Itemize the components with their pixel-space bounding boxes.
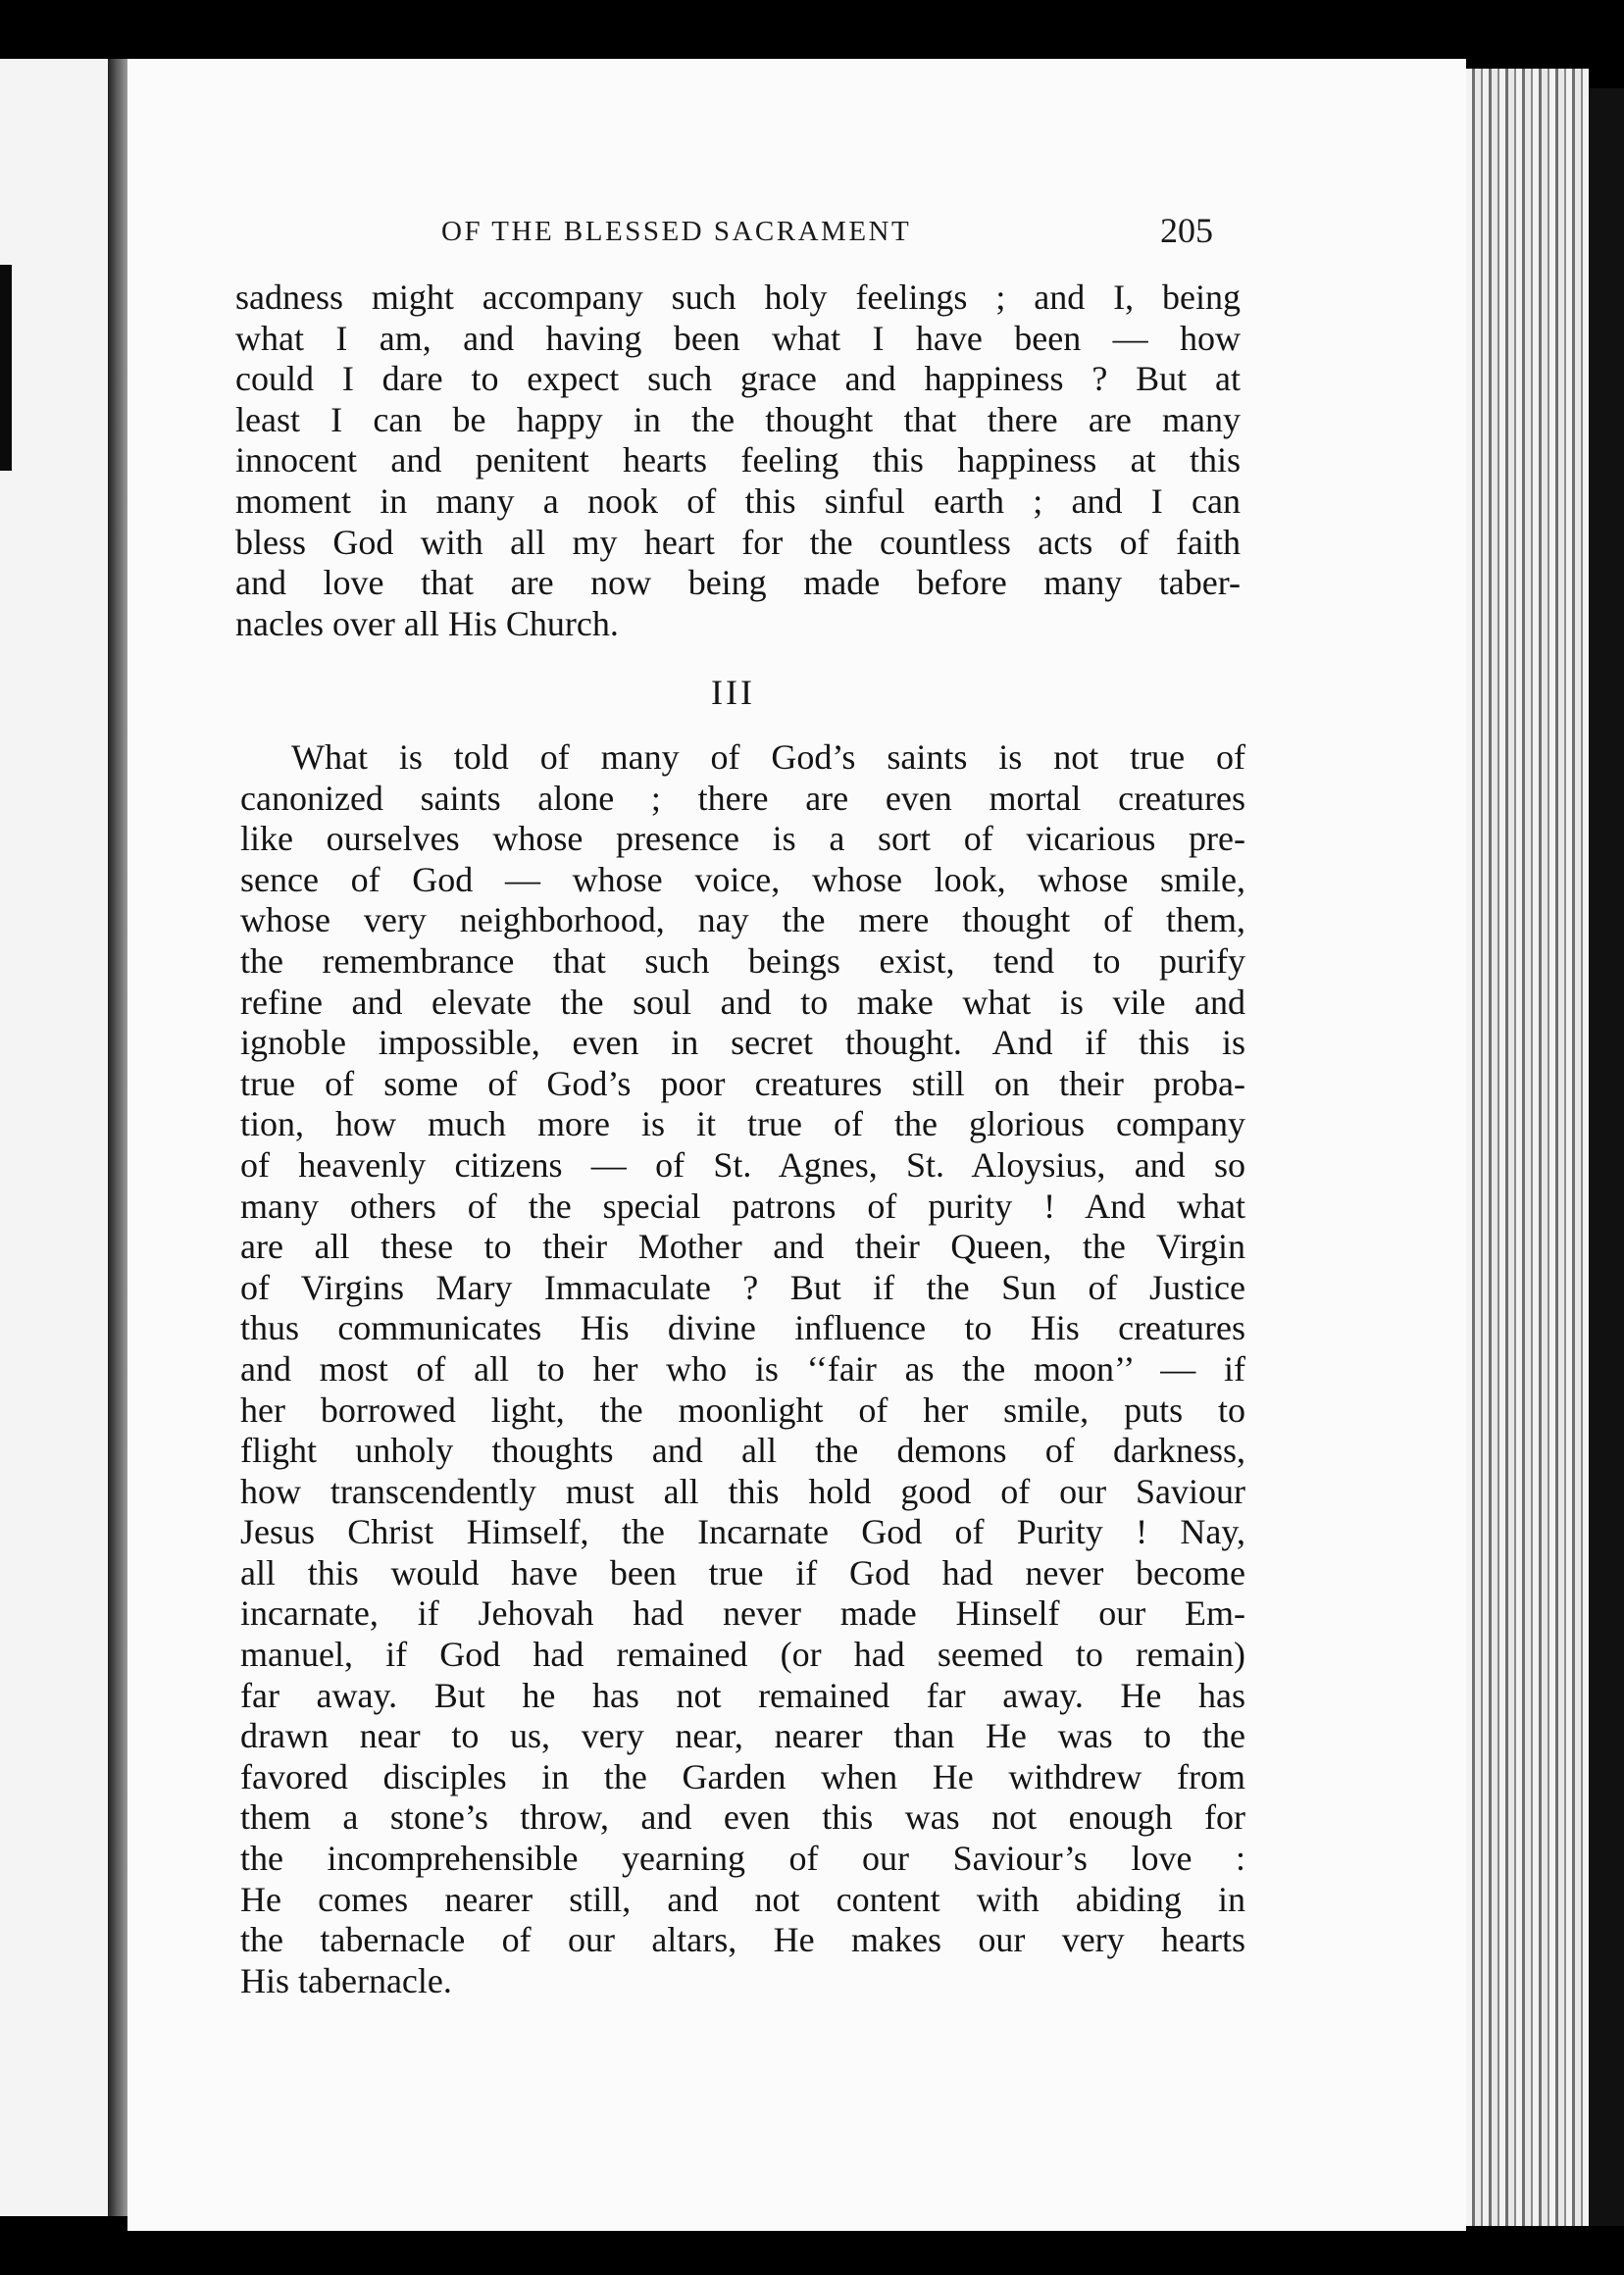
- text-line: them a stone’s throw, and even this was not enough for: [240, 1797, 1245, 1838]
- text-line: far away. But he has not remained far away. He has: [240, 1675, 1245, 1715]
- text-line: canonized saints alone ; there are even mortal creatures: [240, 778, 1245, 818]
- text-line: tion, how much more is it true of the glorious company: [240, 1104, 1245, 1144]
- section-heading: III: [711, 673, 755, 712]
- text-line: what I am, and having been what I have been — how: [235, 318, 1241, 358]
- text-line: ignoble impossible, even in secret thought. And if this is: [240, 1023, 1245, 1063]
- text-line: Jesus Christ Himself, the Incarnate God of Purity ! Nay,: [240, 1512, 1245, 1552]
- text-line: are all these to their Mother and their Queen, the Virgin: [240, 1227, 1245, 1267]
- text-line: drawn near to us, very near, nearer than He was to the: [240, 1716, 1245, 1756]
- text-line: His tabernacle.: [240, 1960, 452, 2000]
- text-line: moment in many a nook of this sinful earth ; and I can: [235, 480, 1241, 521]
- text-line: incarnate, if Jehovah had never made Hinself our Em-: [240, 1593, 1245, 1634]
- text-line: thus communicates His divine influence to His creatures: [240, 1308, 1245, 1348]
- paragraph-section-three: [240, 737, 1245, 2001]
- text-line: the tabernacle of our altars, He makes our very hearts: [240, 1920, 1245, 1960]
- text-line: of heavenly citizens — of St. Agnes, St. Aloysius, and so: [240, 1144, 1245, 1185]
- text-line: least I can be happy in the thought that there are many: [235, 399, 1241, 439]
- text-line: sence of God — whose voice, whose look, whose smile,: [240, 859, 1245, 899]
- text-line: manuel, if God had remained (or had seemed to remain): [240, 1635, 1245, 1675]
- text-line: refine and elevate the soul and to make what is vile and: [240, 982, 1245, 1022]
- text-line: bless God with all my heart for the countless acts of faith: [235, 522, 1241, 562]
- previous-page-shadow: [0, 265, 12, 471]
- text-line: sadness might accompany such holy feelings ; and I, being: [235, 278, 1241, 317]
- text-line: He comes nearer still, and not content with abiding in: [240, 1879, 1245, 1919]
- previous-page-edge: [0, 59, 108, 2216]
- text-line: innocent and penitent hearts feeling this happiness at this: [235, 440, 1241, 480]
- text-line: the incomprehensible yearning of our Saviour’s love :: [240, 1839, 1245, 1879]
- page-number: 205: [1160, 211, 1213, 250]
- text-line: nacles over all His Church.: [235, 603, 619, 643]
- background-shadow: [1589, 88, 1624, 2226]
- page-stack-edges: [1466, 69, 1589, 2226]
- text-line: how transcendently must all this hold good of our Saviour: [240, 1471, 1245, 1511]
- text-line: flight unholy thoughts and all the demons of darkness,: [240, 1431, 1245, 1471]
- book-gutter: [108, 59, 127, 2216]
- text-line: true of some of God’s poor creatures still on their proba-: [240, 1063, 1245, 1103]
- paragraph-continued: [235, 278, 1241, 644]
- text-line: many others of the special patrons of purity ! And what: [240, 1186, 1245, 1226]
- text-line: whose very neighborhood, nay the mere thought of them,: [240, 900, 1245, 940]
- text-line: like ourselves whose presence is a sort of vicarious pre-: [240, 819, 1245, 859]
- text-line: her borrowed light, the moonlight of her smile, puts to: [240, 1390, 1245, 1430]
- text-line: the remembrance that such beings exist, tend to purify: [240, 940, 1245, 981]
- text-line: favored disciples in the Garden when He withdrew from: [240, 1756, 1245, 1796]
- text-line: and most of all to her who is ‘‘fair as the moon’’ — if: [240, 1348, 1245, 1389]
- text-line: could I dare to expect such grace and happiness ? But at: [235, 359, 1241, 399]
- text-line: of Virgins Mary Immaculate ? But if the Sun of Justice: [240, 1267, 1245, 1307]
- text-line: What is told of many of God’s saints is not true of: [291, 737, 1245, 777]
- text-line: all this would have been true if God had never become: [240, 1552, 1245, 1592]
- running-title: OF THE BLESSED SACRAMENT: [441, 216, 912, 247]
- text-line: and love that are now being made before many taber-: [235, 563, 1241, 603]
